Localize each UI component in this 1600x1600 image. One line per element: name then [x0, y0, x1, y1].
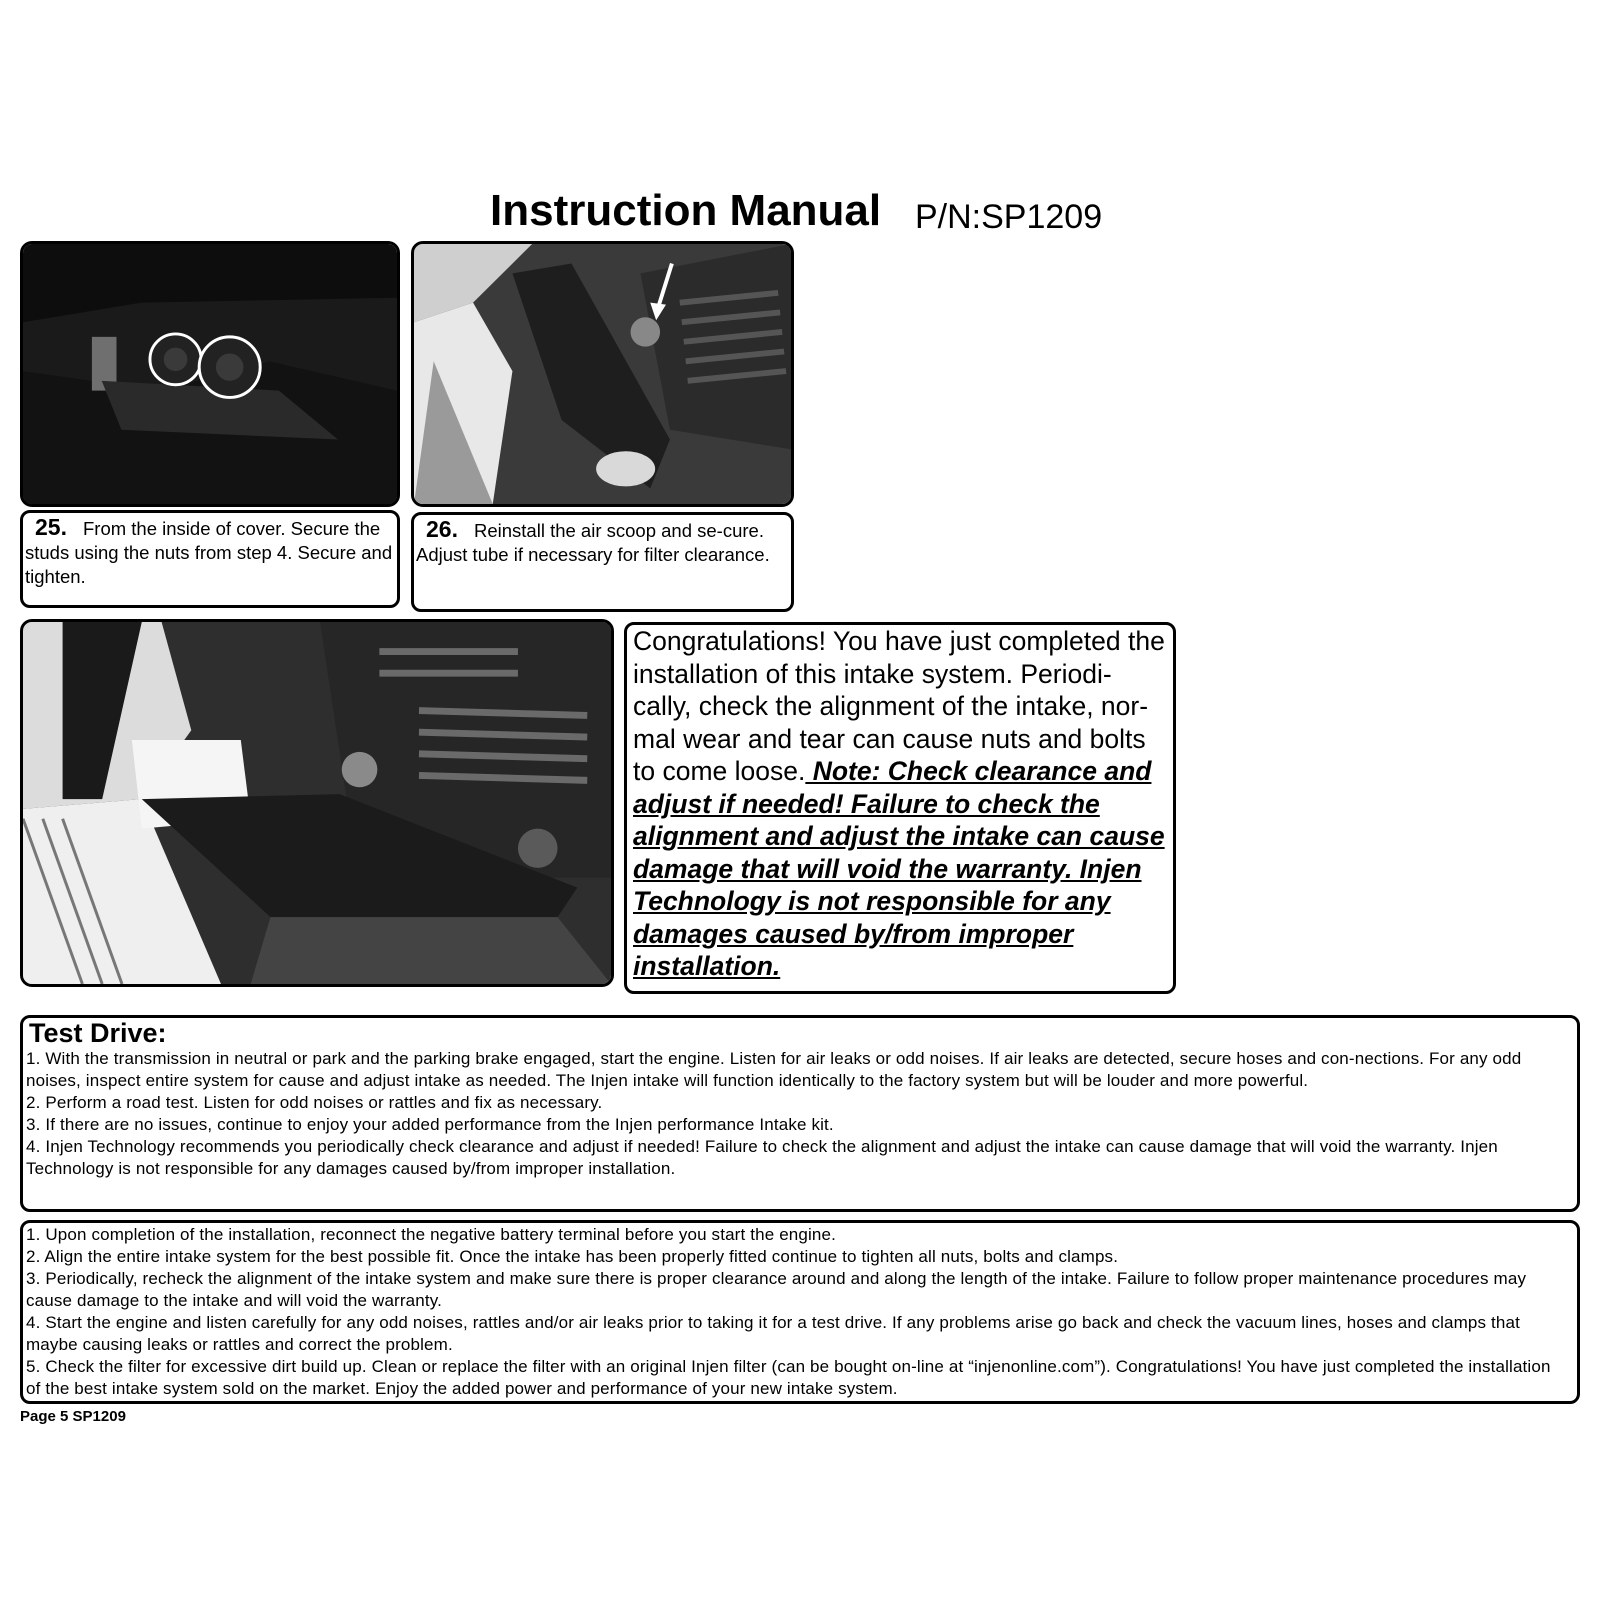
test-drive-item: 1. With the transmission in neutral or park and the parking brake engaged, start the engine. Listen for air leaks or odd noises. If air leaks are detected, secure hoses and con-nections. For any odd noises, inspect entire system for cause and adjust intake as needed. The Injen intake will function identically to the factory system but will be louder and more powerful.	[26, 1049, 1522, 1090]
step-26-caption	[411, 512, 794, 612]
final-note-item: 4. Start the engine and listen carefully for any odd noises, rattles and/or air leaks prior to taking it for a test drive. If any problems arise go back and check the vacuum lines, hoses and clamps that maybe causing leaks or rattles and correct the problem.	[26, 1313, 1521, 1354]
step-25-photo	[20, 241, 400, 507]
step-26-number: 26.	[426, 516, 458, 542]
final-note-item: 2. Align the entire intake system for the best possible fit. Once the intake has been properly fitted continue to tighten all nuts, bolts and clamps.	[26, 1247, 1119, 1266]
test-drive-item: 3. If there are no issues, continue to enjoy your added performance from the Injen performance Intake kit.	[26, 1115, 834, 1134]
final-note-item: 3. Periodically, recheck the alignment of the intake system and make sure there is proper clearance around and along the length of the intake. Failure to follow proper maintenance procedures may cause damage to the intake and will void the warranty.	[26, 1269, 1527, 1310]
final-note-item: 5. Check the filter for excessive dirt build up. Clean or replace the filter with an original Injen filter (can be bought on-line at “injenonline.com”). Congratulations! You have just completed the installation of the best intake system sold on the market. Enjoy the added power and performance of your new intake system.	[26, 1357, 1551, 1398]
step-26-text: Reinstall the air scoop and se-cure. Adjust tube if necessary for filter clearance.	[416, 520, 770, 565]
part-number: P/N:SP1209	[915, 198, 1103, 236]
final-note-item: 1. Upon completion of the installation, reconnect the negative battery terminal before you start the engine.	[26, 1225, 837, 1244]
step-25-number: 25.	[35, 514, 67, 540]
page-footer: Page 5 SP1209	[20, 1408, 126, 1425]
test-drive-item: 4. Injen Technology recommends you periodically check clearance and adjust if needed! Failure to check the alignment and adjust the intake can cause damage that will void the warranty. Injen Technology is not responsible for any damages caused by/from improper installation.	[26, 1137, 1498, 1178]
test-drive-item: 2. Perform a road test. Listen for odd noises or rattles and fix as necessary.	[26, 1093, 603, 1112]
congratulations-box	[624, 622, 1176, 994]
page-title: Instruction Manual	[490, 186, 882, 235]
completed-engine-bay-image	[23, 622, 611, 984]
cover-studs-image	[23, 244, 397, 504]
test-drive-title: Test Drive:	[29, 1018, 167, 1048]
air-scoop-image	[414, 244, 791, 504]
step-25-text: From the inside of cover. Secure the studs using the nuts from step 4. Secure and tighten.	[25, 518, 393, 587]
final-notes-box	[20, 1220, 1580, 1404]
final-notes-list	[23, 1223, 1577, 1400]
warranty-warning: Note: Check clearance and adjust if needed! Failure to check the alignment and adjust the intake can cause damage that will void the warranty. Injen Technology is not responsible for any damages caused by/from improper installation.	[633, 756, 1165, 981]
test-drive-list	[23, 1048, 1577, 1180]
test-drive-box	[20, 1015, 1580, 1212]
completed-install-photo	[20, 619, 614, 987]
step-26-photo	[411, 241, 794, 507]
step-25-caption	[20, 510, 400, 608]
congratulations-text: Congratulations! You have just completed the installation of this intake system. Periodi-cally, check the alignment of the intake, nor-mal wear and tear can cause nuts and bolts to come loose.	[633, 626, 1165, 786]
